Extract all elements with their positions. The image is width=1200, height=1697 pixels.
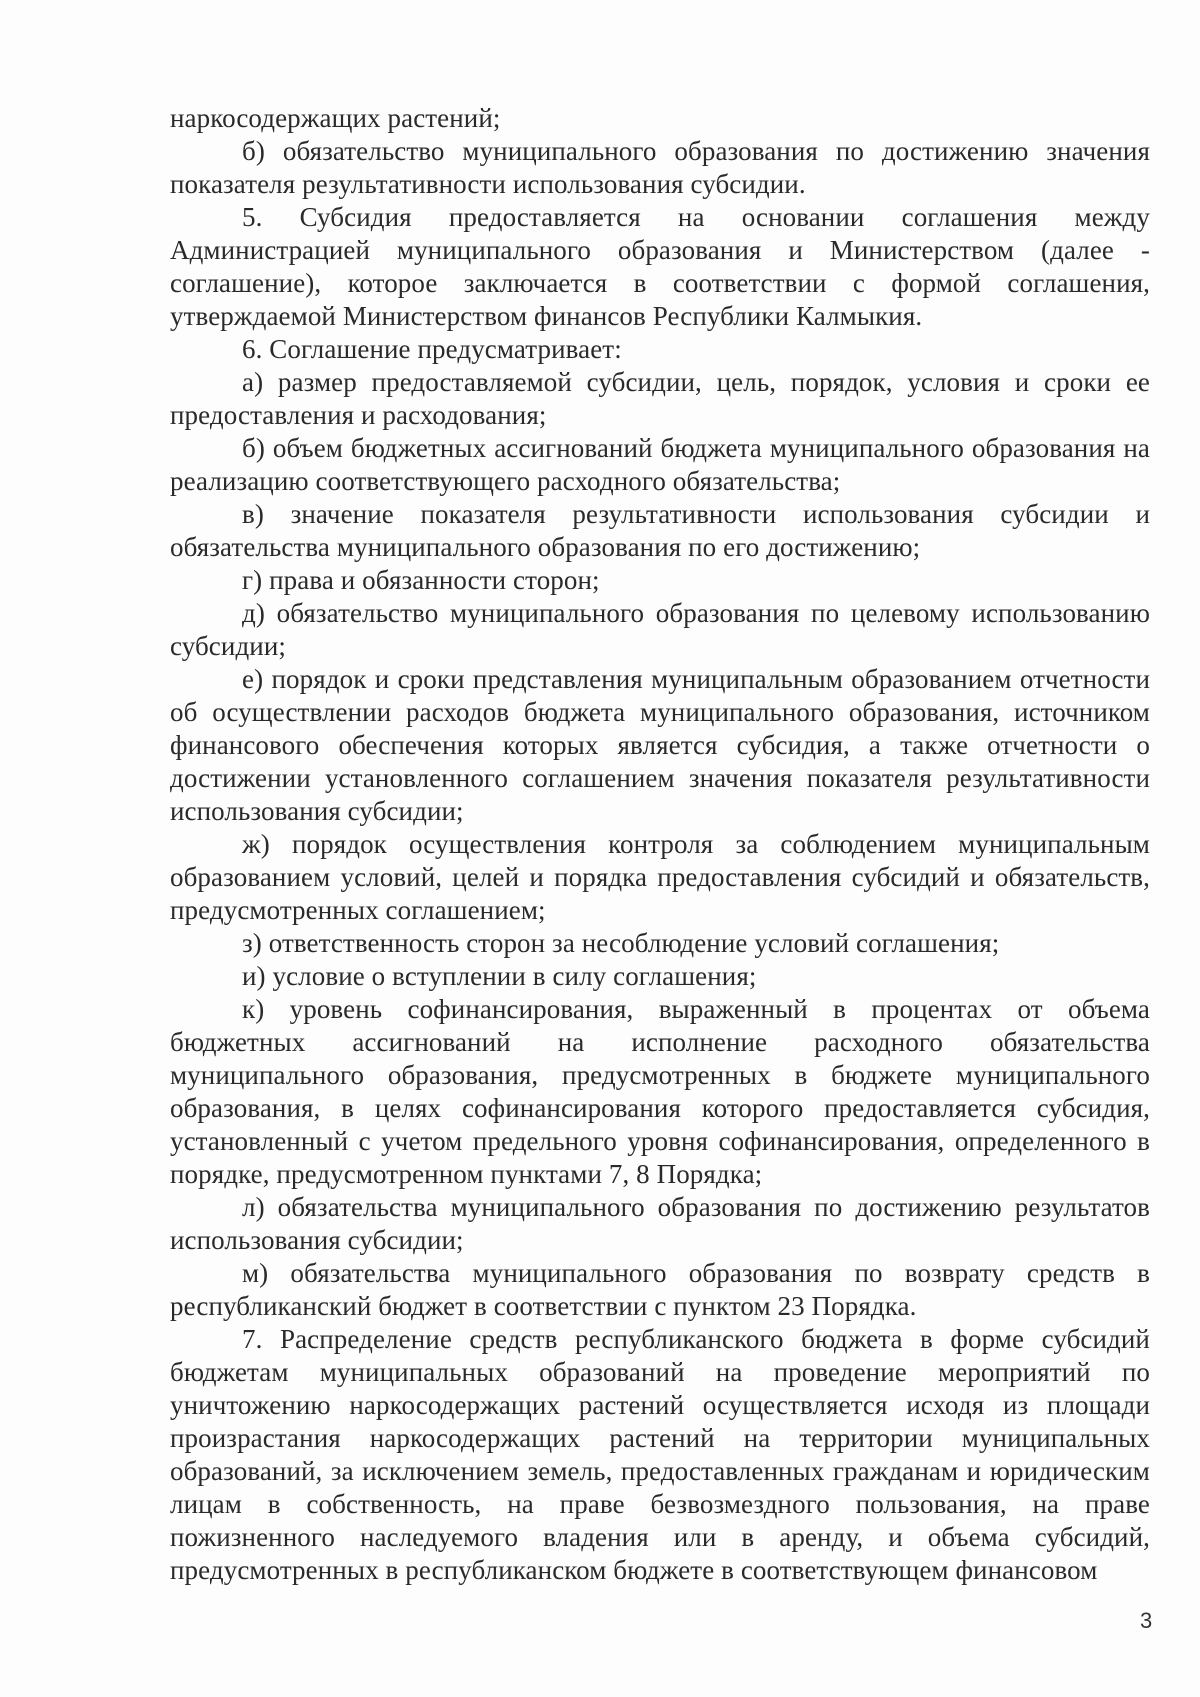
paragraph-6i: и) условие о вступлении в силу соглашения; xyxy=(242,961,757,991)
paragraph-5: 5. Субсидия предоставляется на основании соглашения между Администрацией муниципального образования и Министерством (далее - соглашение), которое заключается в соответствии с формой соглашения, утверждаемой Министерством финансов Республики Калмыкия. xyxy=(170,202,1150,331)
paragraph-4b: б) обязательство муниципального образования по достижению значения показателя результативности использования субсидии. xyxy=(170,136,1150,199)
paragraph-6g: г) права и обязанности сторон; xyxy=(242,565,600,595)
paragraph-6m: м) обязательства муниципального образования по возврату средств в республиканский бюджет в соответствии с пунктом 23 Порядка. xyxy=(170,1258,1150,1321)
paragraph-6: 6. Соглашение предусматривает: xyxy=(242,334,622,364)
paragraph-continuation: наркосодержащих растений; xyxy=(170,103,501,133)
paragraph-6z: з) ответственность сторон за несоблюдение условий соглашения; xyxy=(242,928,1000,958)
paragraph-6a: а) размер предоставляемой субсидии, цель, порядок, условия и сроки ее предоставления и расходования; xyxy=(170,367,1150,430)
paragraph-6v: в) значение показателя результативности использования субсидии и обязательства муниципального образования по его достижению; xyxy=(170,499,1150,562)
paragraph-6d: д) обязательство муниципального образования по целевому использованию субсидии; xyxy=(170,598,1150,661)
paragraph-6zh: ж) порядок осуществления контроля за соблюдением муниципальным образованием условий, целей и порядка предоставления субсидий и обязательств, предусмотренных соглашением; xyxy=(170,829,1150,925)
paragraph-6e: е) порядок и сроки представления муниципальным образованием отчетности об осуществлении расходов бюджета муниципального образования, источником финансового обеспечения которых является субсидия, а также отчетности о достижении установленного соглашением значения показателя результативности использования субсидии; xyxy=(170,664,1150,826)
paragraph-6l: л) обязательства муниципального образования по достижению результатов использования субсидии; xyxy=(170,1192,1150,1255)
paragraph-6b: б) объем бюджетных ассигнований бюджета муниципального образования на реализацию соответствующего расходного обязательства; xyxy=(170,433,1150,496)
page-number: 3 xyxy=(1140,1608,1153,1633)
paragraph-7: 7. Распределение средств республиканского бюджета в форме субсидий бюджетам муниципальных образований на проведение мероприятий по уничтожению наркосодержащих растений осуществляется исходя из площади произрастания наркосодержащих растений на территории муниципальных образований, за исключением земель, предоставленных гражданам и юридическим лицам в собственность, на праве безвозмездного пользования, на праве пожизненного наследуемого владения или в аренду, и объема субсидий, предусмотренных в республиканском бюджете в соответствующем финансовом xyxy=(170,1324,1150,1585)
paragraph-6k: к) уровень софинансирования, выраженный в процентах от объема бюджетных ассигнований на исполнение расходного обязательства муниципального образования, предусмотренных в бюджете муниципального образования, в целях софинансирования которого предоставляется субсидия, установленный с учетом предельного уровня софинансирования, определенного в порядке, предусмотренном пунктами 7, 8 Порядка; xyxy=(170,994,1150,1189)
document-body xyxy=(170,102,1150,1587)
